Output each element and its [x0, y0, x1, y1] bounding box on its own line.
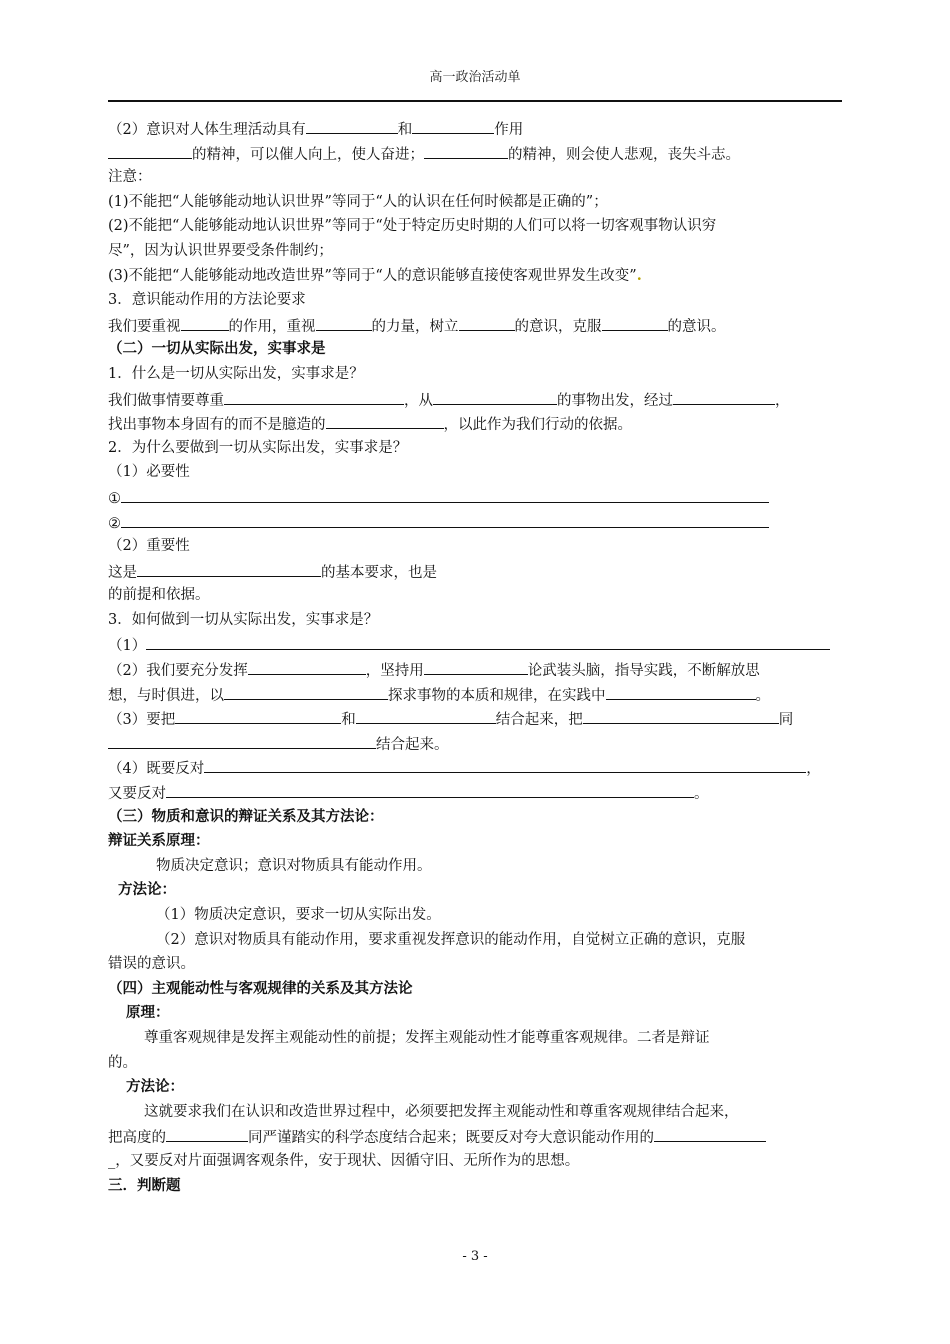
note-item: (1)不能把“人能够能动地认识世界”等同于“人的认识在任何时候都是正确的”； [108, 193, 608, 210]
blank[interactable] [424, 657, 528, 675]
note-label: 注意： [108, 169, 152, 186]
blank[interactable] [316, 313, 372, 331]
line: _，又要反对片面强调客观条件，安于现状、因循守旧、无所作为的思想。 [108, 1152, 580, 1169]
sub-heading: 辩证关系原理： [108, 832, 210, 850]
line: 结合起来。 [108, 731, 844, 756]
blank[interactable] [181, 313, 229, 331]
line: 把高度的 同严谨踏实的科学态度结合起来；既要反对夸大意识能动作用的 [108, 1124, 844, 1149]
note-item: (2)不能把“人能够能动地认识世界”等同于“处于特定历史时期的人们可以将一切客观事物认识穷 [108, 218, 717, 235]
blank[interactable] [306, 116, 398, 134]
blank[interactable] [424, 141, 508, 159]
question: 3．如何做到一切从实际出发，实事求是？ [108, 611, 379, 628]
paragraph: 尊重客观规律是发挥主观能动性的前提；发挥主观能动性才能尊重客观规律。二者是辩证 [144, 1029, 710, 1046]
sub-heading: （2）重要性 [108, 538, 190, 555]
blank[interactable] [121, 510, 769, 528]
line: 想，与时俱进，以 探求事物的本质和规律，在实践中 。 [108, 682, 844, 707]
blank[interactable] [248, 657, 366, 675]
section-heading: （二）一切从实际出发，实事求是 [108, 340, 326, 358]
blank[interactable] [356, 706, 496, 724]
paragraph: （2）意识对物质具有能动作用，要求重视发挥意识的能动作用，自觉树立正确的意识，克服 [156, 931, 746, 948]
section-heading: （四）主观能动性与客观规律的关系及其方法论 [108, 979, 413, 997]
blank[interactable] [224, 682, 388, 700]
line: ② [108, 510, 844, 535]
worksheet-content [108, 116, 844, 1198]
blank[interactable] [433, 387, 557, 405]
blank[interactable] [606, 682, 756, 700]
line: （1） [108, 632, 844, 657]
section-heading: 3．意识能动作用的方法论要求 [108, 292, 306, 309]
blank[interactable] [459, 313, 515, 331]
sub-heading: （1）必要性 [108, 464, 190, 481]
blank[interactable] [326, 411, 444, 429]
note-item-cont: 尽”，因为认识世界要受条件制约； [108, 242, 333, 259]
blank[interactable] [654, 1124, 766, 1142]
blank[interactable] [224, 387, 404, 405]
line: 找出事物本身固有的而不是臆造的 ，以此作为我们行动的依据。 [108, 411, 844, 436]
sub-heading: 方法论： [118, 881, 176, 899]
section-heading: 三．判断题 [108, 1176, 181, 1194]
paragraph-cont: 的。 [108, 1054, 137, 1071]
line: 的精神，可以催人向上，使人奋进； 的精神，则会使人悲观，丧失斗志。 [108, 141, 844, 166]
blank[interactable] [166, 1124, 248, 1142]
note-item: (3)不能把“人能够能动地改造世界”等同于“人的意识能够直接使客观世界发生改变”. [108, 266, 642, 284]
paragraph: （1）物质决定意识，要求一切从实际出发。 [156, 907, 441, 923]
question: 2．为什么要做到一切从实际出发，实事求是？ [108, 439, 408, 456]
line: 的前提和依据。 [108, 587, 210, 604]
page-number: - 3 - [462, 1249, 488, 1264]
blank[interactable] [108, 731, 376, 749]
page-header: 高一政治活动单 [429, 70, 521, 85]
line: （2）意识对人体生理活动具有 和 作用 [108, 116, 844, 141]
blank[interactable] [146, 632, 830, 650]
section-heading: （三）物质和意识的辩证关系及其方法论： [108, 807, 384, 825]
blank[interactable] [137, 559, 321, 577]
line: 这是 的基本要求，也是 [108, 559, 844, 584]
blank[interactable] [412, 116, 494, 134]
line: （2）我们要充分发挥 ，坚持用 论武装头脑，指导实践，不断解放思 [108, 657, 844, 682]
sub-heading: 方法论： [126, 1078, 184, 1096]
line: （4）既要反对 ， [108, 755, 844, 780]
sub-heading: 原理： [126, 1004, 170, 1022]
blank[interactable] [108, 141, 192, 159]
blank[interactable] [204, 755, 806, 773]
line: （3）要把 和 结合起来，把 同 [108, 706, 844, 731]
blank[interactable] [166, 780, 694, 798]
paragraph: 这就要求我们在认识和改造世界过程中，必须要把发挥主观能动性和尊重客观规律结合起来， [144, 1103, 739, 1120]
line: ① [108, 485, 844, 510]
header-rule [108, 100, 842, 102]
blank[interactable] [121, 485, 769, 503]
question: 1．什么是一切从实际出发，实事求是？ [108, 365, 364, 382]
line: 我们要重视 的作用，重视 的力量，树立 的意识，克服 的意识。 [108, 313, 844, 338]
blank[interactable] [673, 387, 775, 405]
blank[interactable] [583, 706, 779, 724]
line: 又要反对 。 [108, 780, 844, 805]
paragraph: 物质决定意识；意识对物质具有能动作用。 [156, 857, 432, 874]
blank[interactable] [175, 706, 341, 724]
blank[interactable] [602, 313, 668, 331]
paragraph-cont: 错误的意识。 [108, 956, 195, 973]
line: 我们做事情要尊重 ，从 的事物出发，经过 ， [108, 387, 844, 412]
